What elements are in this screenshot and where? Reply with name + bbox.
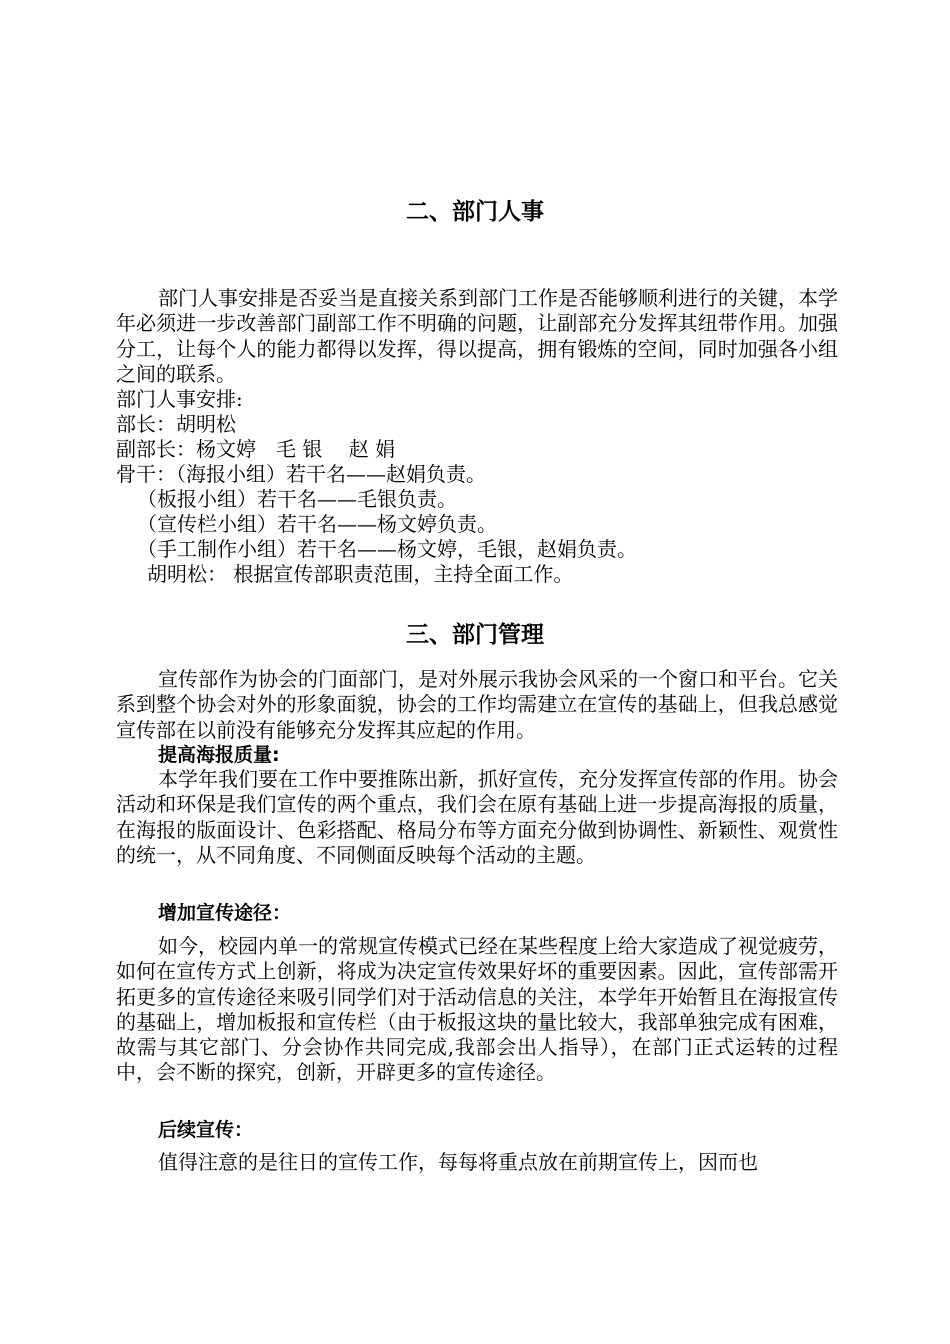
group-column-line: （宣传栏小组）若干名——杨文婷负责。	[137, 512, 497, 536]
subsection-poster-body	[116, 767, 838, 868]
subsection-followup-text: 值得注意的是往日的宣传工作，每每将重点放在前期宣传上，因而也	[158, 1150, 758, 1174]
subsection-poster-title: 提高海报质量:	[158, 744, 280, 766]
arrangement-label: 部门人事安排:	[116, 387, 243, 411]
section-3-intro	[116, 667, 838, 743]
section-3-title: 三、部门管理	[406, 622, 544, 648]
subsection-poster-text: 本学年我们要在工作中要推陈出新，抓好宣传，充分发挥宣传部的作用。协会活动和环保是我们宣传的两个重点，我们会在原有基础上进一步提高海报的质量，在海报的版面设计、色彩搭配、格局分布等方面充分做到协调性、新颖性、观赏性的统一，从不同角度、不同侧面反映每个活动的主题。	[116, 767, 838, 867]
section-2-intro-text: 部门人事安排是否妥当是直接关系到部门工作是否能够顺利进行的关键，本学年必须进一步改善部门副部工作不明确的问题，让副部充分发挥其纽带作用。加强分工，让每个人的能力都得以发挥，得以提高，拥有锻炼的空间，同时加强各小组之间的联系。	[116, 286, 838, 386]
vice-ministers-line: 副部长：杨文婷 毛 银 赵 娟	[116, 437, 396, 461]
subsection-channels-body	[116, 934, 838, 1086]
duty-line: 胡明松： 根据宣传部职责范围，主持全面工作。	[147, 562, 574, 586]
minister-line: 部长：胡明松	[116, 412, 236, 436]
section-2-intro	[116, 286, 838, 387]
group-board-line: （板报小组）若干名——毛银负责。	[137, 487, 457, 511]
backbone-line: 骨干：（海报小组）若干名——赵娟负责。	[116, 462, 486, 486]
subsection-channels-text: 如今，校园内单一的常规宣传模式已经在某些程度上给大家造成了视觉疲劳，如何在宣传方式上创新，将成为决定宣传效果好坏的重要因素。因此，宣传部需开拓更多的宣传途径来吸引同学们对于活动信息的关注，本学年开始暂且在海报宣传的基础上，增加板报和宣传栏（由于板报这块的量比较大，我部单独完成有困难，故需与其它部门、分会协作共同完成,我部会出人指导），在部门正式运转的过程中，会不断的探究，创新，开辟更多的宣传途径。	[116, 934, 838, 1085]
subsection-channels-title: 增加宣传途径：	[158, 902, 292, 924]
subsection-followup-title: 后续宣传：	[158, 1119, 254, 1141]
section-3-intro-text: 宣传部作为协会的门面部门，是对外展示我协会风采的一个窗口和平台。它关系到整个协会对外的形象面貌，协会的工作均需建立在宣传的基础上，但我总感觉宣传部在以前没有能够充分发挥其应起的作用。	[116, 667, 838, 742]
subsection-followup-body	[116, 1150, 838, 1175]
group-handmade-line: （手工制作小组）若干名——杨文婷，毛银，赵娟负责。	[137, 537, 637, 561]
section-2-title: 二、部门人事	[406, 199, 544, 225]
